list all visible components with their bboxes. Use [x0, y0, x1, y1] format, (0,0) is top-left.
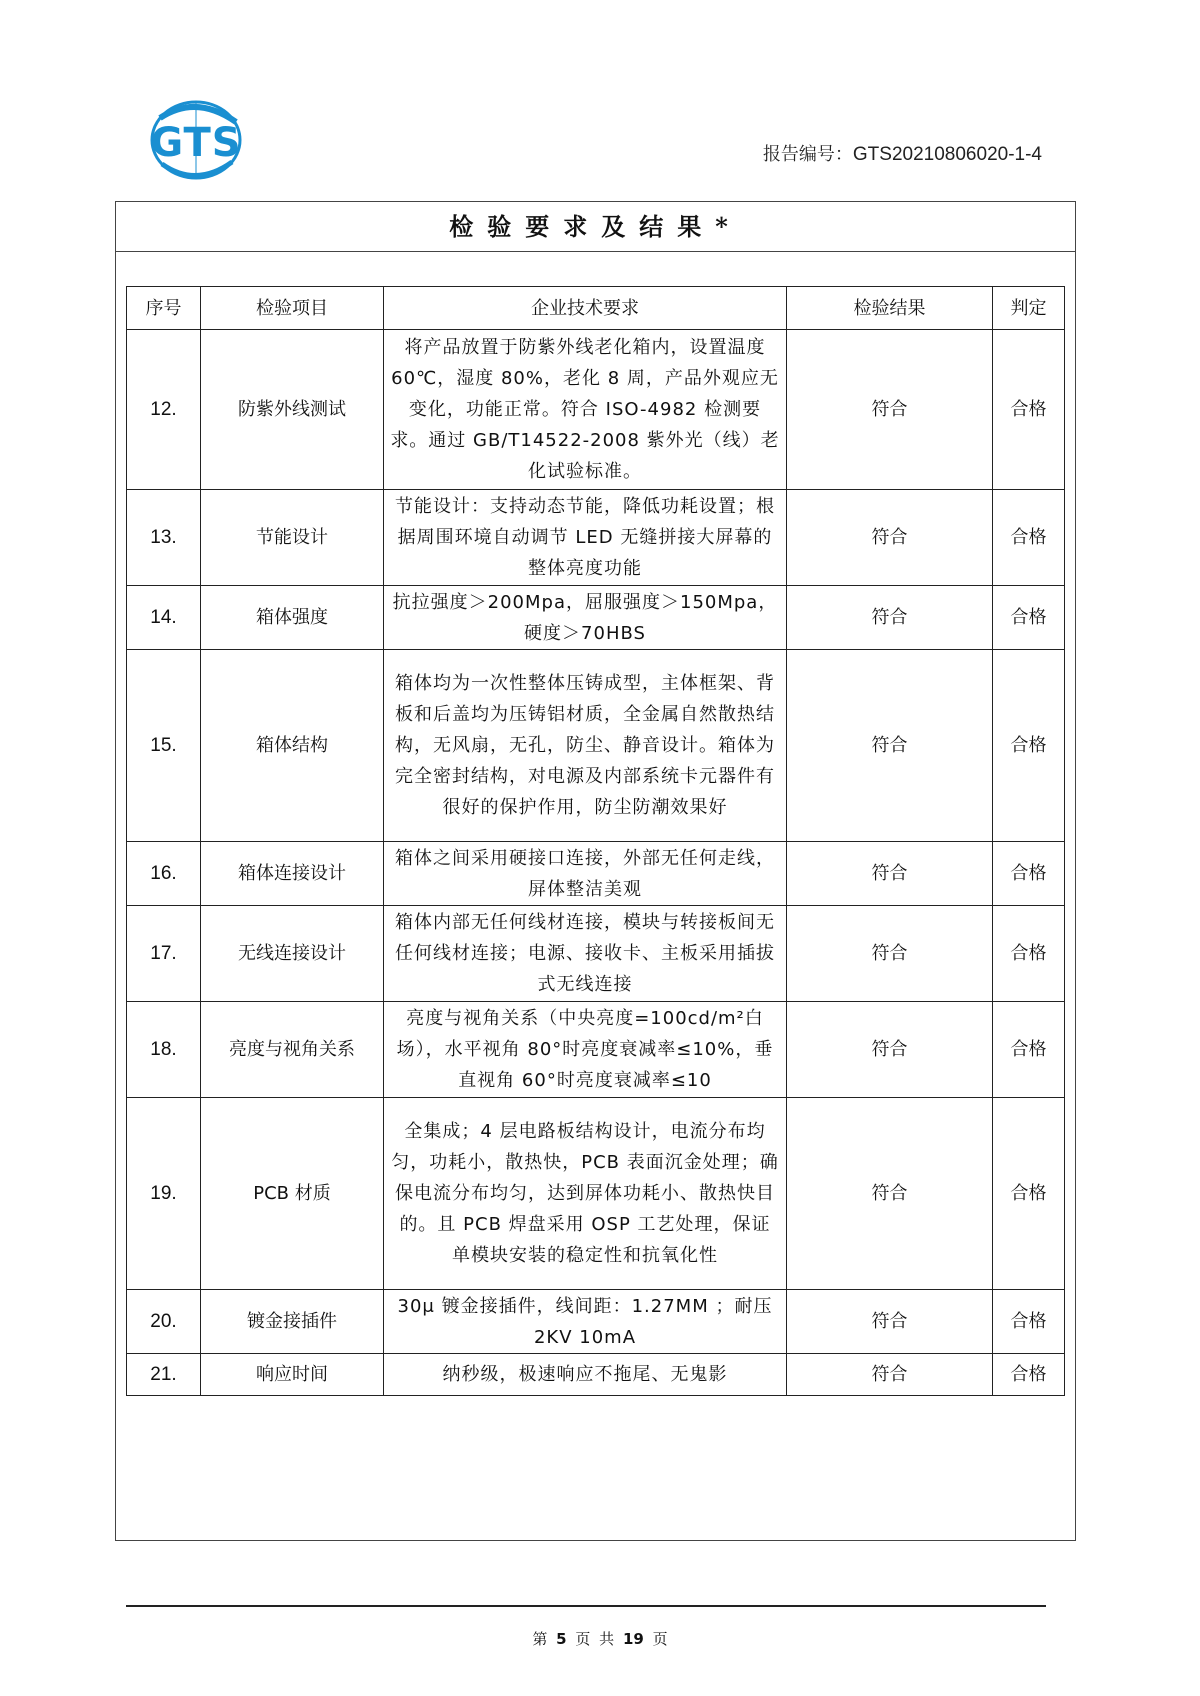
row-requirement: 箱体之间采用硬接口连接，外部无任何走线，屏体整洁美观	[384, 842, 787, 906]
table-row	[127, 330, 1065, 490]
row-requirement: 30μ 镀金接插件，线间距：1.27MM ；耐压 2KV 10mA	[384, 1290, 787, 1354]
page-mid: 页 共	[575, 1630, 615, 1648]
table-row	[127, 586, 1065, 650]
results-table	[126, 286, 1065, 1396]
header-no: 序号	[127, 287, 201, 330]
row-requirement: 将产品放置于防紫外线老化箱内，设置温度 60℃，湿度 80%，老化 8 周，产品外观应无变化，功能正常。符合 ISO-4982 检测要求。通过 GB/T14522-2008 紫外光（线）老化试验标准。	[384, 330, 787, 490]
table-row	[127, 1354, 1065, 1396]
report-number-value: GTS20210806020-1-4	[852, 144, 1042, 165]
row-result: 符合	[787, 1290, 993, 1354]
row-result: 符合	[787, 330, 993, 490]
table-header-row	[127, 287, 1065, 330]
header-item: 检验项目	[201, 287, 384, 330]
table-row	[127, 490, 1065, 586]
table-row	[127, 1002, 1065, 1098]
row-result: 符合	[787, 1354, 993, 1396]
table-row	[127, 1098, 1065, 1290]
table-row	[127, 906, 1065, 1002]
row-result: 符合	[787, 1098, 993, 1290]
logo-text: GTS	[150, 120, 242, 166]
report-label: 报告编号：	[762, 144, 853, 165]
row-verdict: 合格	[993, 1354, 1065, 1396]
header-result: 检验结果	[787, 287, 993, 330]
table-row	[127, 1290, 1065, 1354]
page-current: 5	[556, 1630, 567, 1648]
page-title: 检验要求及结果*	[116, 202, 1075, 252]
row-requirement: 纳秒级，极速响应不拖尾、无鬼影	[384, 1354, 787, 1396]
report-number	[763, 140, 1042, 166]
row-verdict: 合格	[993, 650, 1065, 842]
row-result: 符合	[787, 490, 993, 586]
row-no: 12.	[127, 330, 201, 490]
row-item: 亮度与视角关系	[201, 1002, 384, 1098]
row-item: 箱体强度	[201, 586, 384, 650]
row-no: 20.	[127, 1290, 201, 1354]
gts-logo	[140, 100, 252, 182]
row-result: 符合	[787, 1002, 993, 1098]
row-requirement: 箱体均为一次性整体压铸成型，主体框架、背板和后盖均为压铸铝材质，全金属自然散热结构，无风扇，无孔，防尘、静音设计。箱体为完全密封结构，对电源及内部系统卡元器件有很好的保护作用，防尘防潮效果好	[384, 650, 787, 842]
row-verdict: 合格	[993, 1002, 1065, 1098]
row-requirement: 抗拉强度＞200Mpa，屈服强度＞150Mpa，硬度＞70HBS	[384, 586, 787, 650]
table-row	[127, 842, 1065, 906]
page-total: 19	[622, 1630, 644, 1648]
row-item: 防紫外线测试	[201, 330, 384, 490]
row-verdict: 合格	[993, 330, 1065, 490]
row-no: 17.	[127, 906, 201, 1002]
row-requirement: 箱体内部无任何线材连接，模块与转接板间无任何线材连接；电源、接收卡、主板采用插拔式无线连接	[384, 906, 787, 1002]
row-no: 18.	[127, 1002, 201, 1098]
row-verdict: 合格	[993, 1098, 1065, 1290]
table-row	[127, 650, 1065, 842]
row-item: 箱体连接设计	[201, 842, 384, 906]
row-verdict: 合格	[993, 1290, 1065, 1354]
page-suffix: 页	[652, 1630, 668, 1648]
row-result: 符合	[787, 586, 993, 650]
row-no: 19.	[127, 1098, 201, 1290]
row-verdict: 合格	[993, 586, 1065, 650]
row-result: 符合	[787, 906, 993, 1002]
page-prefix: 第	[532, 1630, 548, 1648]
row-no: 21.	[127, 1354, 201, 1396]
row-item: 节能设计	[201, 490, 384, 586]
row-verdict: 合格	[993, 842, 1065, 906]
row-result: 符合	[787, 650, 993, 842]
row-item: PCB 材质	[201, 1098, 384, 1290]
row-result: 符合	[787, 842, 993, 906]
row-verdict: 合格	[993, 490, 1065, 586]
row-verdict: 合格	[993, 906, 1065, 1002]
header-requirement: 企业技术要求	[384, 287, 787, 330]
row-item: 无线连接设计	[201, 906, 384, 1002]
row-item: 箱体结构	[201, 650, 384, 842]
row-no: 15.	[127, 650, 201, 842]
row-no: 13.	[127, 490, 201, 586]
row-requirement: 亮度与视角关系（中央亮度=100cd/m²白场），水平视角 80°时亮度衰减率≤10%，垂直视角 60°时亮度衰减率≤10	[384, 1002, 787, 1098]
row-item: 镀金接插件	[201, 1290, 384, 1354]
row-item: 响应时间	[201, 1354, 384, 1396]
footer-divider	[126, 1605, 1046, 1607]
row-no: 16.	[127, 842, 201, 906]
row-no: 14.	[127, 586, 201, 650]
row-requirement: 全集成；4 层电路板结构设计，电流分布均匀，功耗小，散热快，PCB 表面沉金处理；确保电流分布均匀，达到屏体功耗小、散热快目的。且 PCB 焊盘采用 OSP 工艺处理，保证单模块安装的稳定性和抗氧化性	[384, 1098, 787, 1290]
page-footer	[0, 1628, 1200, 1649]
row-requirement: 节能设计：支持动态节能，降低功耗设置；根据周围环境自动调节 LED 无缝拼接大屏幕的整体亮度功能	[384, 490, 787, 586]
header-verdict: 判定	[993, 287, 1065, 330]
